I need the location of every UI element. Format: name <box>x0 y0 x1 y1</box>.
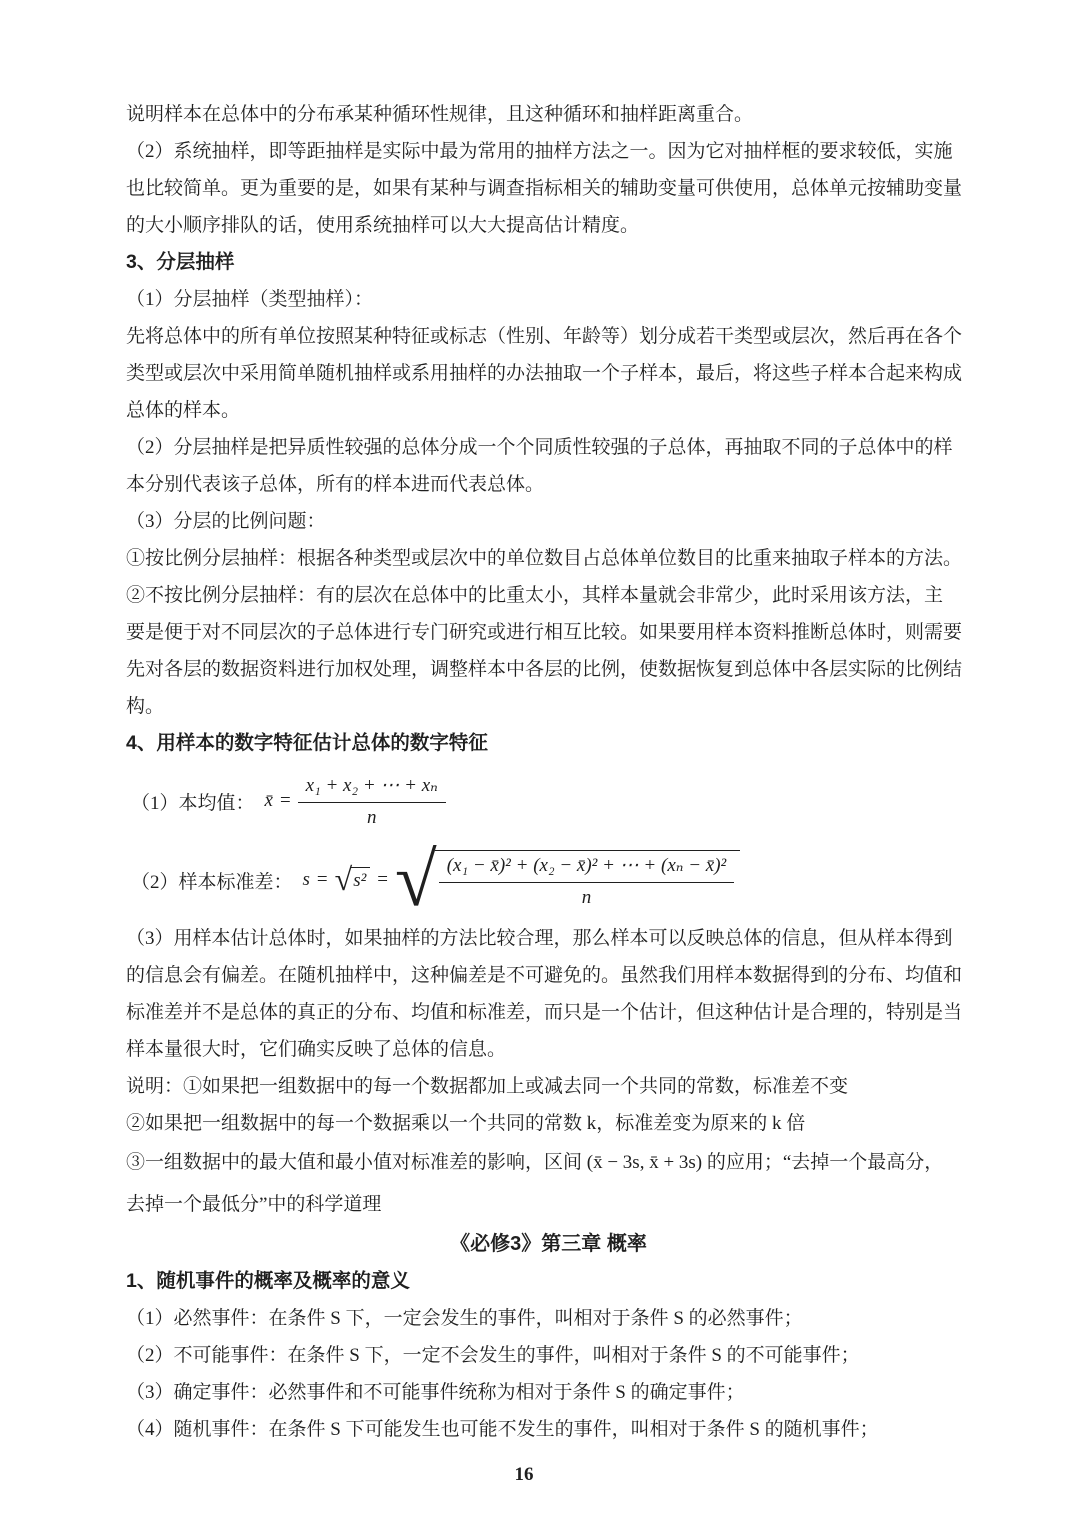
equals-sign: = <box>377 869 389 890</box>
std-fraction <box>439 853 735 910</box>
sqrt-large-radicand <box>435 850 741 910</box>
text-line: 先对各层的数据资料进行加权处理，调整样本中各层的比例，使数据恢复到总体中各层实际的比例结 <box>126 659 963 680</box>
text-line: 去掉一个最低分”中的科学道理 <box>126 1194 382 1215</box>
equals-sign: = <box>316 869 328 890</box>
std-symbol: s <box>302 869 310 890</box>
text-line: （2）系统抽样，即等距抽样是实际中最为常用的抽样方法之一。因为它对抽样框的要求较低，实施 <box>126 141 953 162</box>
formula-sample-std <box>126 837 971 922</box>
text-line: 也比较简单。更为重要的是，如果有某种与调查指标相关的辅助变量可供使用，总体单元按辅助变量 <box>126 178 963 199</box>
text-line: （3）用样本估计总体时，如果抽样的方法比较合理，那么样本可以反映总体的信息，但从样本得到 <box>126 928 953 949</box>
mean-fraction <box>298 773 446 830</box>
text-line: 本分别代表该子总体，所有的样本进而代表总体。 <box>126 474 545 495</box>
text-line: 的大小顺序排队的话，使用系统抽样可以大大提高估计精度。 <box>126 215 640 236</box>
sqrt-small-radicand: s² <box>350 867 370 893</box>
text-line: ②如果把一组数据中的每一个数据乘以一个共同的常数 k，标准差变为原来的 k 倍 <box>126 1113 806 1134</box>
text-line: 标准差并不是总体的真正的分布、均值和标准差，而只是一个估计，但这种估计是合理的，特别是当 <box>126 1002 963 1023</box>
fraction-numerator: (x₁ − x̄)² + (x₂ − x̄)² + ⋯ + (xₙ − x̄)² <box>439 853 735 883</box>
text-line: ③一组数据中的最大值和最小值对标准差的影响，区间 (x̄ − 3s, x̄ + 3s) 的应用；“去掉一个最高分， <box>126 1152 944 1173</box>
text-line: 先将总体中的所有单位按照某种特征或标志（性别、年龄等）划分成若干类型或层次，然后再在各个 <box>126 326 963 347</box>
fraction-numerator: x₁ + x₂ + ⋯ + xₙ <box>298 773 446 803</box>
text-line: 要是便于对不同层次的子总体进行专门研究或进行相互比较。如果要用样本资料推断总体时，则需要 <box>126 622 963 643</box>
radical-icon: √ <box>334 861 353 897</box>
formula-mean-label: （1）本均值： <box>131 792 255 814</box>
page-number: 16 <box>514 1464 534 1485</box>
document-content <box>126 96 971 1448</box>
lines-after <box>126 920 971 1448</box>
chapter-heading: 《必修3》第三章 概率 <box>450 1233 647 1255</box>
text-line: 构。 <box>126 696 165 717</box>
text-line: （1）必然事件：在条件 S 下，一定会发生的事件，叫相对于条件 S 的必然事件； <box>126 1308 803 1329</box>
formula-sample-mean <box>126 762 971 840</box>
lines-before <box>126 96 971 762</box>
equals-sign: = <box>279 790 291 811</box>
section-heading: 3、分层抽样 <box>126 251 235 273</box>
text-line: （1）分层抽样（类型抽样）： <box>126 289 374 310</box>
text-line: （2）分层抽样是把异质性较强的总体分成一个个同质性较强的子总体，再抽取不同的子总体中的样 <box>126 437 953 458</box>
sqrt-small <box>334 861 371 897</box>
text-line: 的信息会有偏差。在随机抽样中，这种偏差是不可避免的。虽然我们用样本数据得到的分布、均值和 <box>126 965 963 986</box>
fraction-denominator: n <box>581 886 592 908</box>
text-line: ①按比例分层抽样：根据各种类型或层次中的单位数目占总体单位数目的比重来抽取子样本的方法。 <box>126 548 963 569</box>
text-line: （2）不可能事件：在条件 S 下，一定不会发生的事件，叫相对于条件 S 的不可能事件； <box>126 1345 860 1366</box>
text-line: 样本量很大时，它们确实反映了总体的信息。 <box>126 1039 507 1060</box>
text-line: ②不按比例分层抽样：有的层次在总体中的比重太小，其样本量就会非常少，此时采用该方法，主 <box>126 585 944 606</box>
radical-icon: √ <box>395 837 437 922</box>
fraction-denominator: n <box>367 806 377 828</box>
text-line: 说明样本在总体中的分布承某种循环性规律，且这种循环和抽样距离重合。 <box>126 104 754 125</box>
text-line: 类型或层次中采用简单随机抽样或系用抽样的办法抽取一个子样本，最后，将这些子样本合起来构成 <box>126 363 963 384</box>
text-line: （3）确定事件：必然事件和不可能事件统称为相对于条件 S 的确定事件； <box>126 1382 745 1403</box>
sqrt-large <box>395 837 740 922</box>
text-line: （3）分层的比例问题： <box>126 511 326 532</box>
formula-std-label: （2）样本标准差： <box>131 871 293 893</box>
mean-symbol: x̄ <box>264 790 273 811</box>
section-heading: 4、用样本的数字特征估计总体的数字特征 <box>126 732 488 754</box>
text-line: 总体的样本。 <box>126 400 241 421</box>
section-heading: 1、随机事件的概率及概率的意义 <box>126 1270 410 1292</box>
text-line: （4）随机事件：在条件 S 下可能发生也可能不发生的事件，叫相对于条件 S 的随机事件； <box>126 1419 879 1440</box>
text-line: 说明：①如果把一组数据中的每一个数据都加上或减去同一个共同的常数，标准差不变 <box>126 1076 849 1097</box>
